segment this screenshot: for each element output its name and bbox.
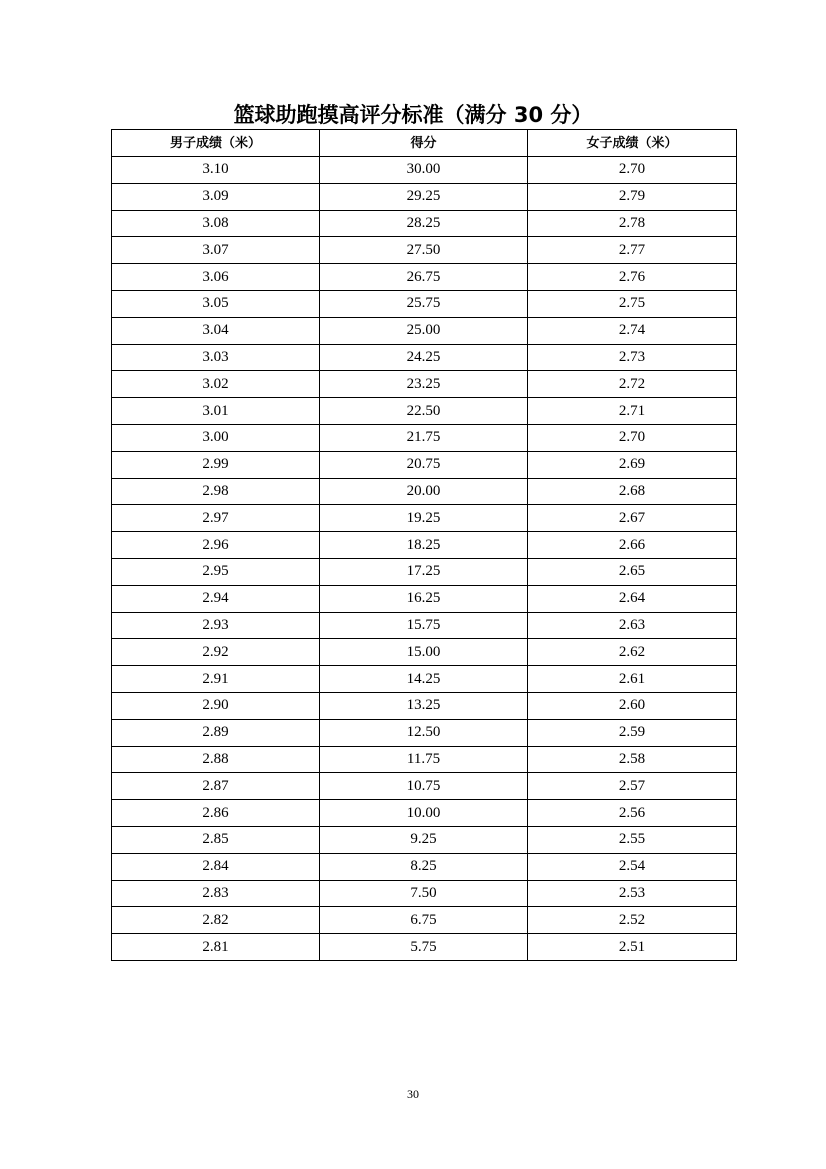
table-row xyxy=(112,907,737,934)
female-score-cell: 2.72 xyxy=(528,371,737,398)
male-score-cell: 2.85 xyxy=(112,826,320,853)
male-score-cell: 3.00 xyxy=(112,424,320,451)
male-score-cell: 3.05 xyxy=(112,290,320,317)
male-score-cell: 2.95 xyxy=(112,558,320,585)
points-cell: 26.75 xyxy=(320,264,528,291)
male-score-cell: 2.94 xyxy=(112,585,320,612)
table-row xyxy=(112,666,737,693)
table-row xyxy=(112,424,737,451)
male-score-cell: 2.99 xyxy=(112,451,320,478)
male-score-cell: 2.96 xyxy=(112,532,320,559)
table-row xyxy=(112,317,737,344)
table-row xyxy=(112,719,737,746)
female-score-cell: 2.64 xyxy=(528,585,737,612)
table-row xyxy=(112,585,737,612)
female-score-cell: 2.70 xyxy=(528,157,737,184)
table-row xyxy=(112,934,737,961)
table-row xyxy=(112,264,737,291)
female-score-cell: 2.68 xyxy=(528,478,737,505)
page-title: 篮球助跑摸高评分标准（满分 30 分） xyxy=(233,103,593,127)
points-cell: 6.75 xyxy=(320,907,528,934)
male-score-cell: 3.08 xyxy=(112,210,320,237)
table-row xyxy=(112,558,737,585)
male-score-cell: 3.06 xyxy=(112,264,320,291)
score-table xyxy=(111,129,737,961)
points-cell: 19.25 xyxy=(320,505,528,532)
points-cell: 30.00 xyxy=(320,157,528,184)
header-points: 得分 xyxy=(320,130,528,157)
table-row xyxy=(112,210,737,237)
points-cell: 21.75 xyxy=(320,424,528,451)
male-score-cell: 2.88 xyxy=(112,746,320,773)
points-cell: 12.50 xyxy=(320,719,528,746)
table-row xyxy=(112,157,737,184)
female-score-cell: 2.76 xyxy=(528,264,737,291)
male-score-cell: 2.92 xyxy=(112,639,320,666)
table-row xyxy=(112,612,737,639)
female-score-cell: 2.53 xyxy=(528,880,737,907)
female-score-cell: 2.63 xyxy=(528,612,737,639)
male-score-cell: 2.84 xyxy=(112,853,320,880)
female-score-cell: 2.75 xyxy=(528,290,737,317)
female-score-cell: 2.65 xyxy=(528,558,737,585)
table-row xyxy=(112,826,737,853)
female-score-cell: 2.56 xyxy=(528,800,737,827)
table-row xyxy=(112,237,737,264)
female-score-cell: 2.60 xyxy=(528,692,737,719)
male-score-cell: 2.97 xyxy=(112,505,320,532)
table-row xyxy=(112,371,737,398)
female-score-cell: 2.59 xyxy=(528,719,737,746)
points-cell: 20.75 xyxy=(320,451,528,478)
female-score-cell: 2.58 xyxy=(528,746,737,773)
points-cell: 20.00 xyxy=(320,478,528,505)
points-cell: 7.50 xyxy=(320,880,528,907)
table-header-row xyxy=(112,130,737,157)
table-row xyxy=(112,746,737,773)
points-cell: 13.25 xyxy=(320,692,528,719)
male-score-cell: 2.90 xyxy=(112,692,320,719)
female-score-cell: 2.71 xyxy=(528,398,737,425)
table-row xyxy=(112,478,737,505)
header-male-score: 男子成绩（米） xyxy=(112,130,320,157)
male-score-cell: 3.07 xyxy=(112,237,320,264)
points-cell: 27.50 xyxy=(320,237,528,264)
male-score-cell: 3.01 xyxy=(112,398,320,425)
table-body xyxy=(112,157,737,961)
male-score-cell: 3.10 xyxy=(112,157,320,184)
male-score-cell: 3.02 xyxy=(112,371,320,398)
header-female-score: 女子成绩（米） xyxy=(528,130,737,157)
female-score-cell: 2.79 xyxy=(528,183,737,210)
female-score-cell: 2.51 xyxy=(528,934,737,961)
points-cell: 22.50 xyxy=(320,398,528,425)
table-row xyxy=(112,532,737,559)
points-cell: 15.00 xyxy=(320,639,528,666)
male-score-cell: 3.04 xyxy=(112,317,320,344)
points-cell: 5.75 xyxy=(320,934,528,961)
table-row xyxy=(112,773,737,800)
points-cell: 18.25 xyxy=(320,532,528,559)
female-score-cell: 2.54 xyxy=(528,853,737,880)
points-cell: 16.25 xyxy=(320,585,528,612)
table-row xyxy=(112,290,737,317)
male-score-cell: 2.83 xyxy=(112,880,320,907)
female-score-cell: 2.69 xyxy=(528,451,737,478)
table-row xyxy=(112,692,737,719)
points-cell: 24.25 xyxy=(320,344,528,371)
female-score-cell: 2.73 xyxy=(528,344,737,371)
points-cell: 29.25 xyxy=(320,183,528,210)
male-score-cell: 2.81 xyxy=(112,934,320,961)
female-score-cell: 2.74 xyxy=(528,317,737,344)
male-score-cell: 2.91 xyxy=(112,666,320,693)
male-score-cell: 2.86 xyxy=(112,800,320,827)
table-row xyxy=(112,451,737,478)
points-cell: 23.25 xyxy=(320,371,528,398)
female-score-cell: 2.66 xyxy=(528,532,737,559)
points-cell: 11.75 xyxy=(320,746,528,773)
page-number: 30 xyxy=(407,1087,419,1101)
female-score-cell: 2.67 xyxy=(528,505,737,532)
male-score-cell: 2.89 xyxy=(112,719,320,746)
male-score-cell: 3.09 xyxy=(112,183,320,210)
table-row xyxy=(112,398,737,425)
male-score-cell: 3.03 xyxy=(112,344,320,371)
points-cell: 8.25 xyxy=(320,853,528,880)
table-row xyxy=(112,505,737,532)
points-cell: 17.25 xyxy=(320,558,528,585)
points-cell: 9.25 xyxy=(320,826,528,853)
points-cell: 25.75 xyxy=(320,290,528,317)
female-score-cell: 2.70 xyxy=(528,424,737,451)
points-cell: 14.25 xyxy=(320,666,528,693)
points-cell: 10.75 xyxy=(320,773,528,800)
female-score-cell: 2.78 xyxy=(528,210,737,237)
table-row xyxy=(112,344,737,371)
female-score-cell: 2.57 xyxy=(528,773,737,800)
male-score-cell: 2.93 xyxy=(112,612,320,639)
points-cell: 10.00 xyxy=(320,800,528,827)
table-row xyxy=(112,880,737,907)
points-cell: 25.00 xyxy=(320,317,528,344)
female-score-cell: 2.61 xyxy=(528,666,737,693)
table-row xyxy=(112,639,737,666)
female-score-cell: 2.77 xyxy=(528,237,737,264)
female-score-cell: 2.52 xyxy=(528,907,737,934)
table-row xyxy=(112,183,737,210)
female-score-cell: 2.55 xyxy=(528,826,737,853)
male-score-cell: 2.87 xyxy=(112,773,320,800)
table-row xyxy=(112,853,737,880)
table-row xyxy=(112,800,737,827)
points-cell: 15.75 xyxy=(320,612,528,639)
female-score-cell: 2.62 xyxy=(528,639,737,666)
points-cell: 28.25 xyxy=(320,210,528,237)
male-score-cell: 2.82 xyxy=(112,907,320,934)
male-score-cell: 2.98 xyxy=(112,478,320,505)
